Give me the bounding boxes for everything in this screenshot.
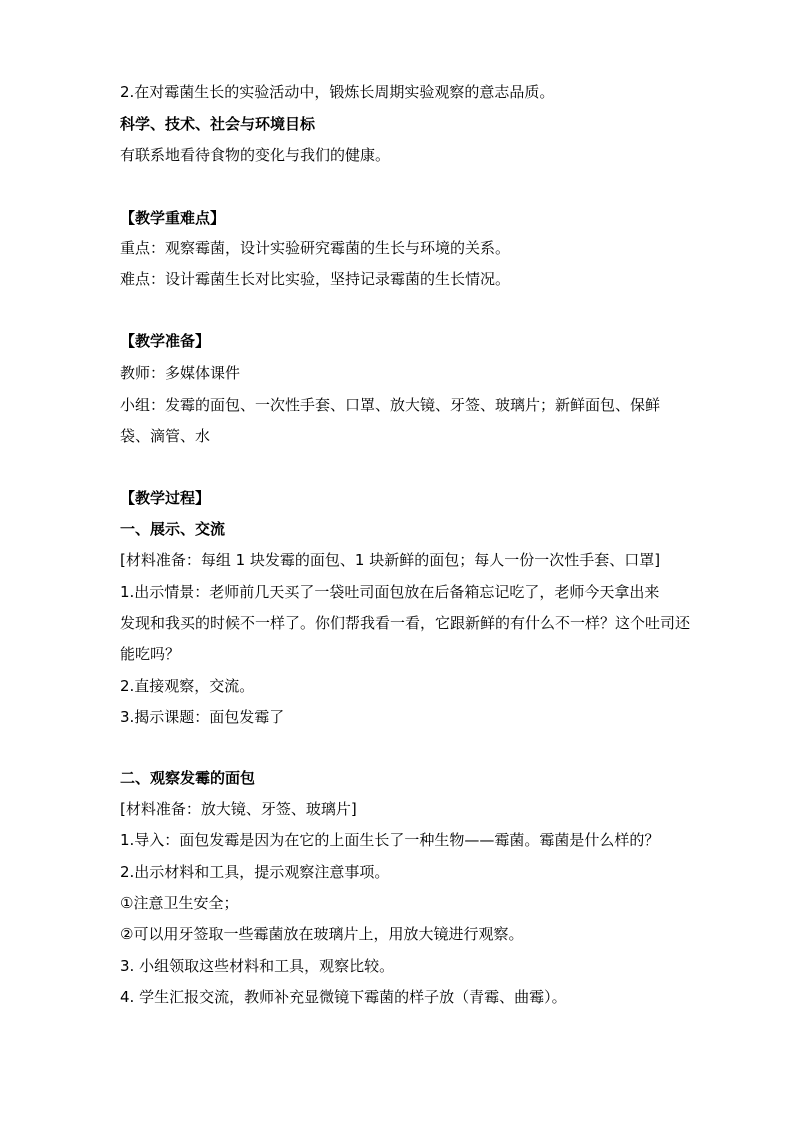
preparation-group-line-2: 袋、滴管、水: [120, 427, 211, 445]
stse-goal-heading: 科学、技术、社会与环境目标: [120, 115, 316, 133]
key-points-heading: 【教学重难点】: [120, 209, 226, 227]
process-heading: 【教学过程】: [120, 489, 211, 507]
part1-title: 一、展示、交流: [120, 520, 226, 538]
part1-materials: [材料准备：每组 1 块发霉的面包、1 块新鲜的面包；每人一份一次性手套、口罩]: [120, 551, 661, 569]
part2-step1: 1.导入：面包发霉是因为在它的上面生长了一种生物——霉菌。霉菌是什么样的？: [120, 831, 660, 849]
part1-step1-line-1: 1.出示情景：老师前几天买了一袋吐司面包放在后备箱忘记吃了，老师今天拿出来: [120, 583, 660, 601]
key-point-focus: 重点：观察霉菌，设计实验研究霉菌的生长与环境的关系。: [120, 239, 511, 257]
part2-step4: 4. 学生汇报交流，教师补充显微镜下霉菌的样子放（青霉、曲霉）。: [120, 988, 567, 1006]
part1-step1-line-2: 发现和我买的时候不一样了。你们帮我看一看，它跟新鲜的有什么不一样？这个吐司还: [120, 614, 691, 632]
part2-title: 二、观察发霉的面包: [120, 769, 256, 787]
part2-step3: 3. 小组领取这些材料和工具，观察比较。: [120, 957, 395, 975]
part1-step3: 3.揭示课题：面包发霉了: [120, 708, 285, 726]
preparation-heading: 【教学准备】: [120, 332, 211, 350]
goal-item-2: 2.在对霉菌生长的实验活动中，锻炼长周期实验观察的意志品质。: [120, 83, 555, 101]
part2-note2: ②可以用牙签取一些霉菌放在玻璃片上，用放大镜进行观察。: [120, 925, 524, 943]
part2-step2: 2.出示材料和工具，提示观察注意事项。: [120, 863, 390, 881]
part2-materials: [材料准备：放大镜、牙签、玻璃片]: [120, 800, 357, 818]
part2-note1: ①注意卫生安全；: [120, 894, 239, 912]
stse-goal-text: 有联系地看待食物的变化与我们的健康。: [120, 146, 391, 164]
preparation-teacher: 教师：多媒体课件: [120, 364, 241, 382]
part1-step1-line-3: 能吃吗？: [120, 645, 181, 663]
part1-step2: 2.直接观察，交流。: [120, 677, 255, 695]
preparation-group-line-1: 小组：发霉的面包、一次性手套、口罩、放大镜、牙签、玻璃片；新鲜面包、保鲜: [120, 396, 661, 414]
key-point-difficulty: 难点：设计霉菌生长对比实验，坚持记录霉菌的生长情况。: [120, 270, 511, 288]
